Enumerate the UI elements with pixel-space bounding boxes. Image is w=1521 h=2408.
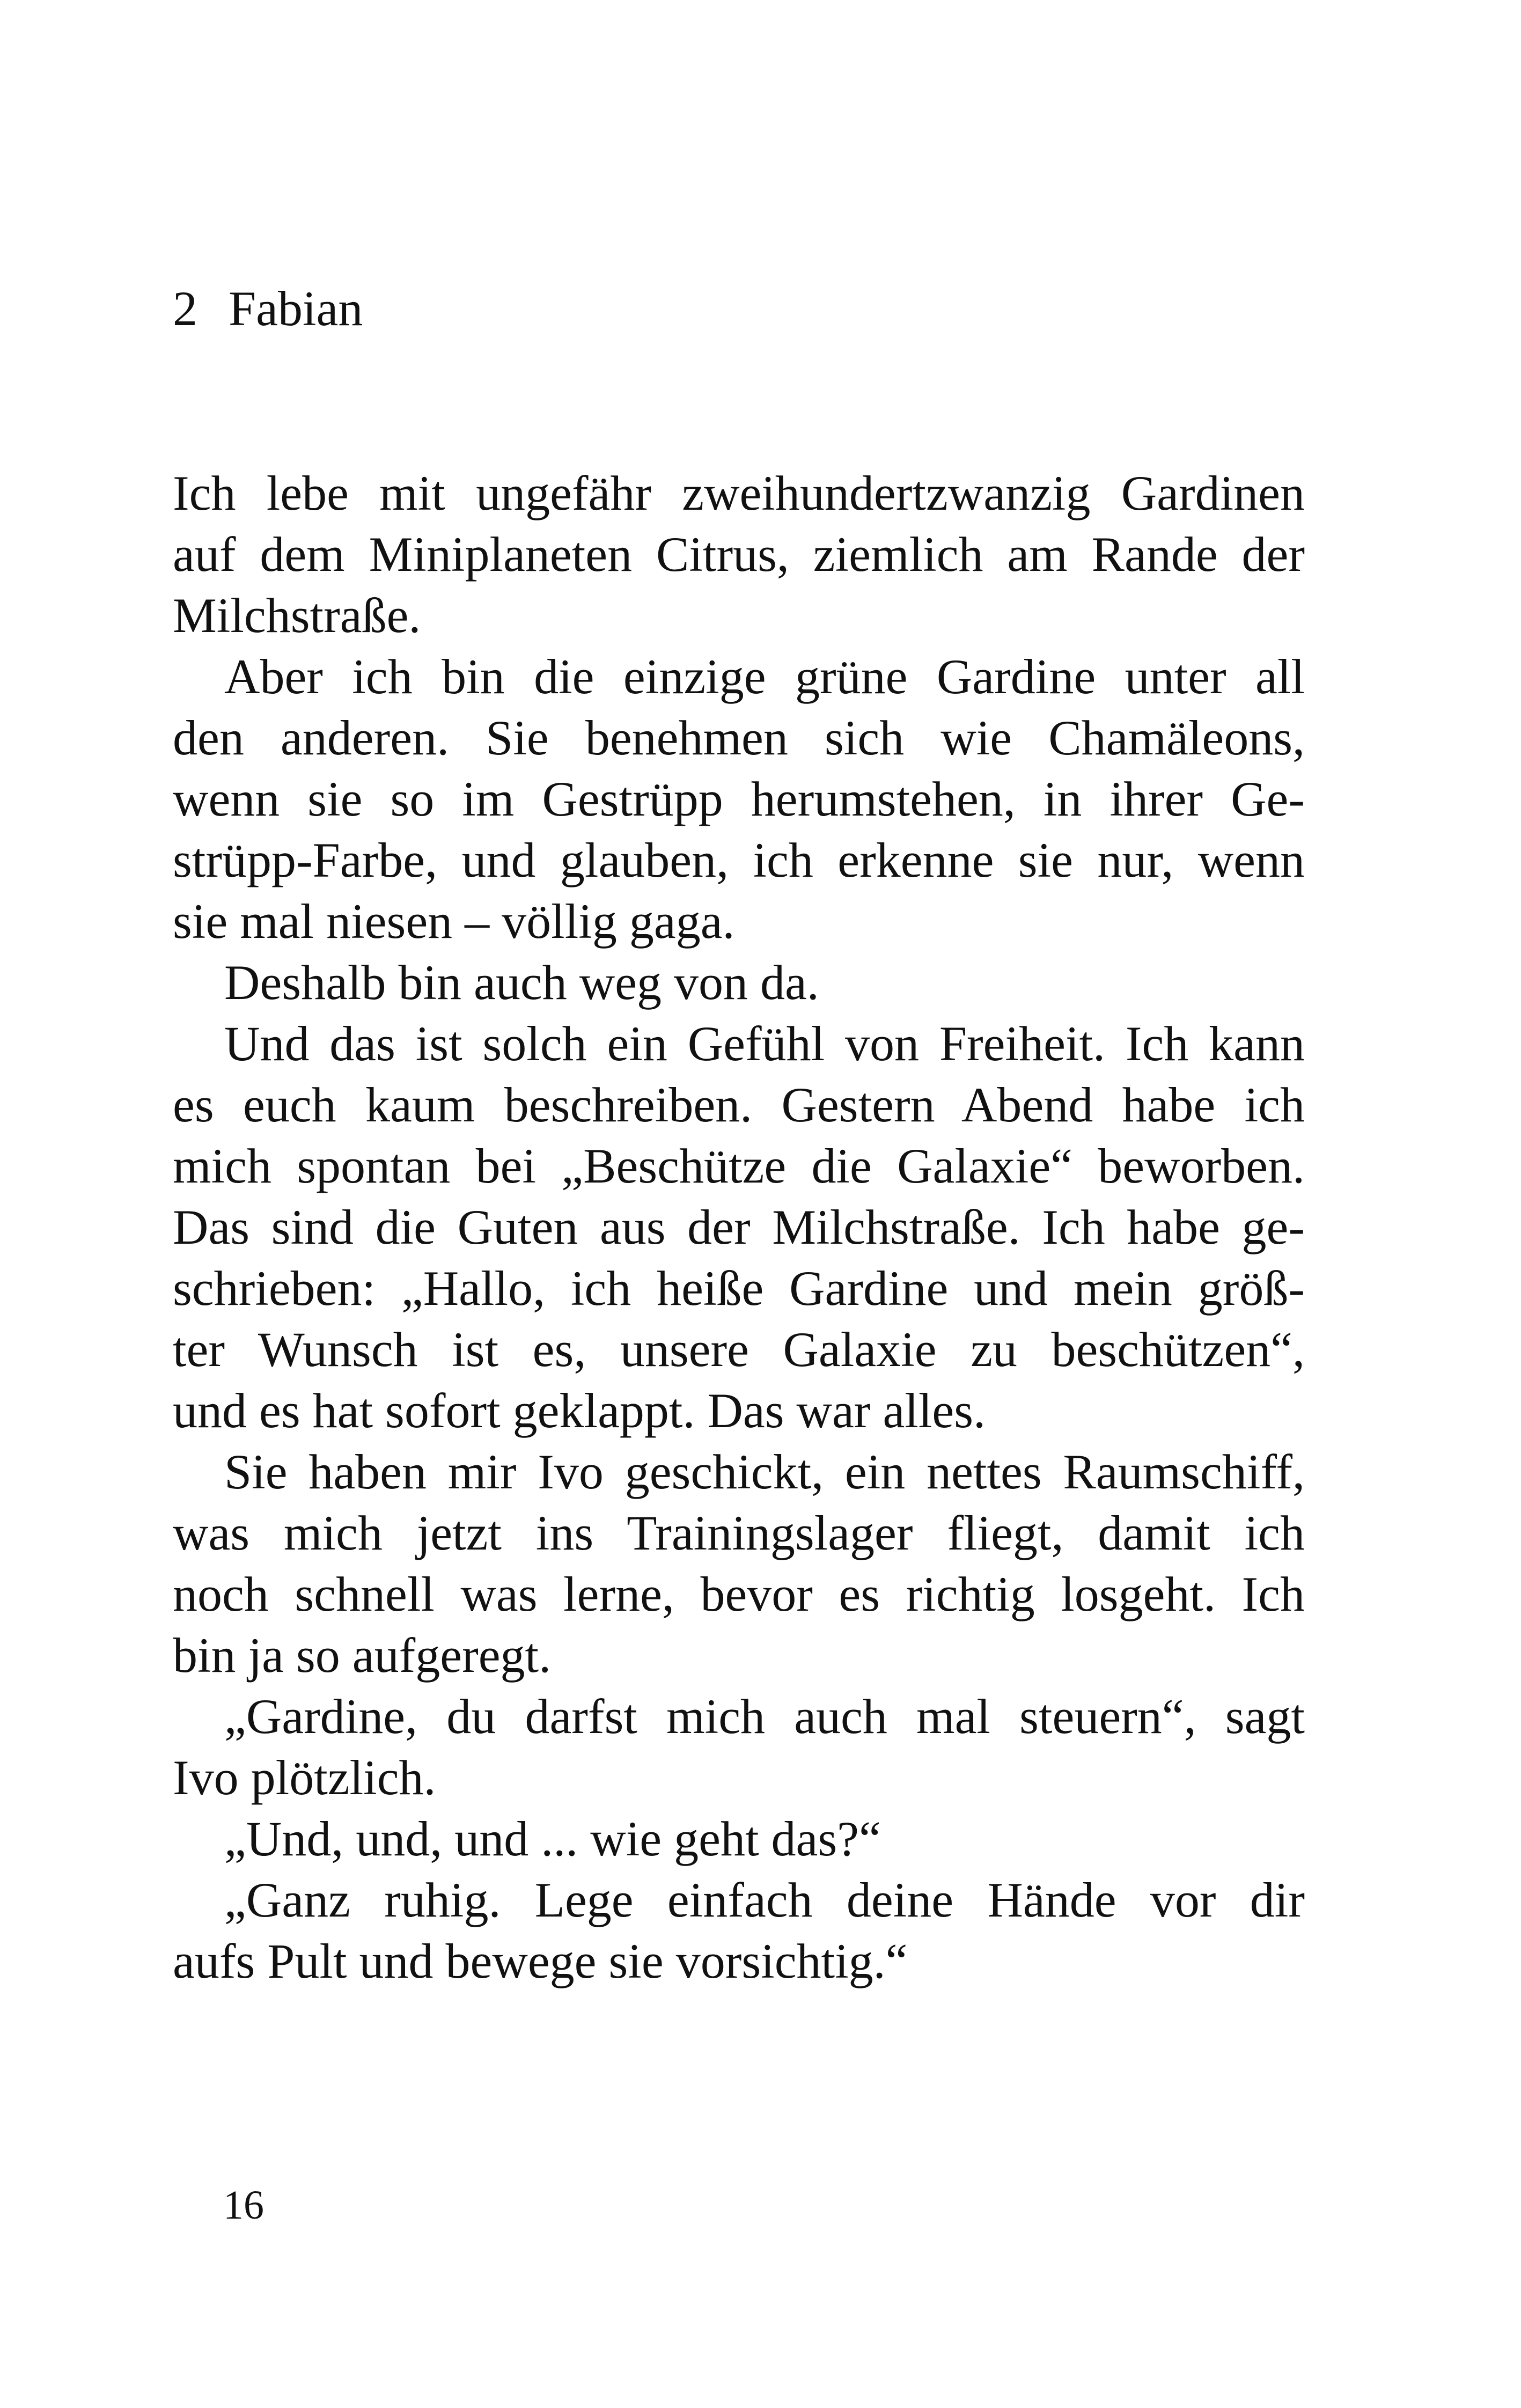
text-line: strüpp-Farbe, und glauben, ich erkenne sie nur, wenn: [173, 833, 1305, 887]
page-number: 16: [223, 2183, 264, 2228]
text-line: mich spontan bei „Beschütze die Galaxie“ beworben.: [173, 1139, 1305, 1193]
text-line: schrieben: „Hallo, ich heiße Gardine und mein größ-: [173, 1261, 1305, 1316]
text-line: bin ja so aufgeregt.: [173, 1628, 552, 1683]
text-line: Aber ich bin die einzige grüne Gardine unter all: [224, 649, 1305, 704]
text-line: Milchstraße.: [173, 588, 421, 643]
chapter-heading: [173, 271, 363, 346]
text-line: den anderen. Sie benehmen sich wie Chamäleons,: [173, 710, 1305, 765]
text-line: „Gardine, du darfst mich auch mal steuern“, sagt: [224, 1689, 1305, 1744]
text-line: was mich jetzt ins Trainingslager fliegt, damit ich: [173, 1506, 1305, 1560]
text-line: sie mal niesen – völlig gaga.: [173, 894, 735, 949]
text-line: noch schnell was lerne, bevor es richtig losgeht. Ich: [173, 1567, 1305, 1621]
chapter-title: Fabian: [229, 281, 363, 336]
text-line: auf dem Miniplaneten Citrus, ziemlich am Rande der: [173, 527, 1305, 582]
text-line: Das sind die Guten aus der Milchstraße. Ich habe ge-: [173, 1200, 1305, 1254]
text-line: wenn sie so im Gestrüpp herumstehen, in ihrer Ge-: [173, 772, 1305, 826]
text-line: „Ganz ruhig. Lege einfach deine Hände vor dir: [224, 1873, 1305, 1927]
text-line: aufs Pult und bewege sie vorsichtig.“: [173, 1934, 908, 1988]
text-line: Und das ist solch ein Gefühl von Freiheit. Ich kann: [224, 1016, 1305, 1071]
text-line: ter Wunsch ist es, unsere Galaxie zu beschützen“,: [173, 1322, 1305, 1377]
text-line: Ivo plötzlich.: [173, 1750, 436, 1805]
chapter-number: 2: [173, 281, 197, 336]
text-line: Deshalb bin auch weg von da.: [224, 955, 819, 1010]
text-line: es euch kaum beschreiben. Gestern Abend habe ich: [173, 1077, 1305, 1132]
text-line: und es hat sofort geklappt. Das war alles.: [173, 1383, 986, 1438]
body-text: [173, 462, 1305, 1992]
text-line: „Und, und, und ... wie geht das?“: [224, 1811, 881, 1866]
text-line: Ich lebe mit ungefähr zweihundertzwanzig Gardinen: [173, 466, 1305, 520]
text-line: Sie haben mir Ivo geschickt, ein nettes Raumschiff,: [224, 1444, 1305, 1499]
